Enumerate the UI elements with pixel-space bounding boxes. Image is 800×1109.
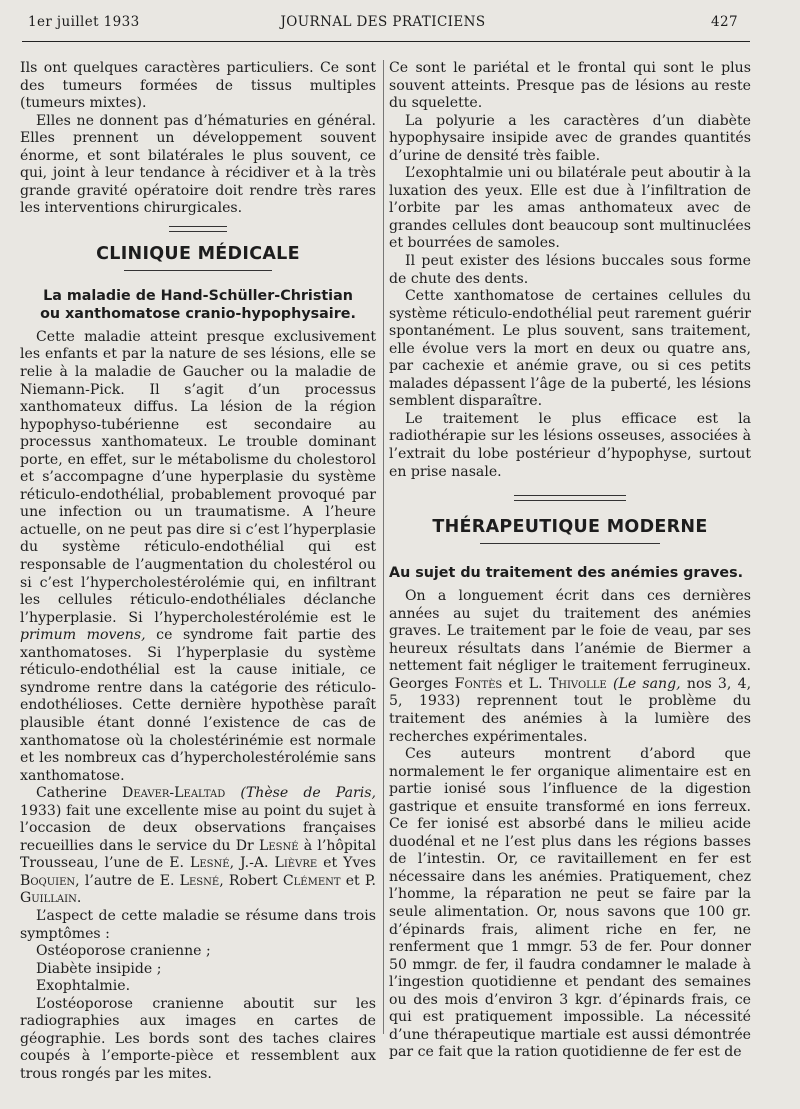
paragraph: La polyurie a les caractères d’un diabète hypophysaire insipide avec de grandes quantités d’urine de densité très faible. [389,112,751,164]
author-name: Lesné, [190,855,235,872]
paragraph: Ce sont le pariétal et le frontal qui sont le plus souvent atteints. Presque pas de lésions au reste du squelette. [389,60,751,112]
column-divider [383,60,384,1034]
author-name: Thivolle [548,675,607,692]
author-name: Lesné [258,837,299,854]
paragraph: Il peut exister des lésions buccales sous forme de chute des dents. [389,253,751,287]
paragraph: Ils ont quelques caractères particuliers. Ce sont des tumeurs formées de tissus multiples (tumeurs mixtes). [20,60,376,112]
header-date: 1er juillet 1933 [28,14,140,30]
author-name: Lesné, [179,872,224,889]
paragraph: On a longuement écrit dans ces dernières années au sujet du traitement des anémies graves. Le traitement par le foie de veau, par ses heureux résultats dans l’anémie de Biermer a nettement fait négliger le traitement ferrugineux. Georges Fontès et L. Thivolle (Le sang, nos 3, 4, 5, 1933) reprennent tout le problème du traitement des anémies à la lumière des recherches expérimentales. [389,588,752,745]
paragraph: Cette maladie atteint presque exclusivement les enfants et par la nature de ses lésions, elle se relie à la maladie de Gaucher ou la maladie de Niemann-Pick. Il s’agit d’un processus xanthomateux diffus. La lésion de la région hypophyso-tubérienne est secondaire au processus xanthomateux. Le trouble dominant porte, en effet, sur le métabolisme du cholestorol et s’accompagne d’une hyperplasie du système réticulo-endothélial, probablement provoqué par une infection ou un traumatisme. A l’heure actuelle, on ne peut pas dire si c’est l’hyperplasie du système réticulo-endothélial qui est responsable de l’augmentation du cholestérol ou si c’est l’hypercholestérolémie qui, en infiltrant les cellules réticulo-endothéliales déclanche l’hyperplasie. Si l’hypercholestérolémie est le primum movens, ce syndrome fait partie des xanthomatoses. Si l’hyperplasie du système réticulo-endothélial est la cause initiale, ce syndrome rentre dans la catégorie des réticulo-endothélioses. Cette dernière hypothèse paraît plausible étant donné l’existence de cas de xanthomatose où la cholestérinémie est normale et les nombreux cas d’hypercholestérolémie sans xanthomatose. [20,328,376,784]
left-column [20,60,376,1083]
author-name: Clément [282,872,341,889]
author-name: Fontès [454,675,503,692]
paragraph: Ces auteurs montrent d’abord que normalement le fer organique alimentaire est en partie ionisé sous l’influence de la digestion gastrique et ensuite transformé en ions ferreux. Ce fer ionisé est absorbé dans le milieu acide duodénal et ne l’est plus dans les régions basses de l’intestin. Or, ce ravitaillement en fer est nécessaire dans les anémies. Pratiquement, chez l’homme, la réparation ne peut se faire par la seule alimentation. Or, nous savons que 100 gr. d’épinards frais, aliment riche en fer, ne renferment que 1 mmgr. 53 de fer. Pour donner 50 mmgr. de fer, il faudra condamner le malade à l’ingestion quotidienne et pendant des semaines ou des mois d’environ 3 kgr. d’épinards frais, ce qui est pratiquement impossible. La nécessité d’une thérapeutique martiale est aussi démontrée par ce fait que la ration quotidienne de fer est de [389,746,751,1061]
paragraph: Le traitement le plus efficace est la radiothérapie sur les lésions osseuses, associées à l’extrait du lobe postérieur d’hypophyse, surtout en prise nasale. [389,410,751,480]
header-rule [22,41,750,42]
article-title-line: La maladie de Hand-Schüller-Christian [43,287,353,304]
section-ornament [169,226,227,232]
section-rule [480,543,660,544]
symptom-item: Diabète insipide ; [36,960,162,977]
section-title-clinique: CLINIQUE MÉDICALE [96,243,300,264]
section-title-therapeutique: THÉRAPEUTIQUE MODERNE [432,517,708,538]
paragraph: Elles ne donnent pas d’hématuries en général. Elles prennent un développement souvent énorme, et sont bilatérales le plus souvent, ce qui, joint à leur tendance à récidiver et à la très grande gravité opératoire doit rendre très rares les interventions chirurgicales. [20,112,376,217]
section-ornament [514,495,626,501]
article-title: Au sujet du traitement des anémies graves. [389,565,744,582]
running-head [28,14,738,36]
author-name: Guillain. [20,890,82,907]
author-name: Boquien, [20,872,80,889]
header-journal-title: JOURNAL DES PRATICIENS [280,14,486,30]
paragraph: L’aspect de cette maladie se résume dans trois symptômes : [20,907,376,942]
right-column [389,60,751,1062]
paragraph: L’exophtalmie uni ou bilatérale peut aboutir à la luxation des yeux. Elle est due à l’infiltration de l’orbite par les amas anthomateux avec de grandes cellules dont beaucoup sont multinuclées et bourrées de samoles. [389,165,751,252]
paragraph: L’ostéoporose cranienne aboutit sur les radiographies aux images en cartes de géographie. Les bords sont des taches claires coupés à l’emporte-pièce et ressemblent aux trous rongés par les mites. [20,995,376,1082]
header-page-number: 427 [711,14,738,30]
symptom-item: Exophtalmie. [36,978,131,995]
symptom-item: Ostéoporose cranienne ; [36,943,211,960]
article-title [20,287,376,323]
author-name: Lièvre [274,855,318,872]
section-rule [124,270,272,271]
paragraph: Catherine Deaver-Lealtad (Thèse de Paris, 1933) fait une excellente mise au point du sujet à l’occasion de deux observations françaises recueillies dans le service du Dr Lesné à l’hôpital Trousseau, l’une de E. Lesné, J.-A. Lièvre et Yves Boquien, l’autre de E. Lesné, Robert Clément et P. Guillain. [20,785,377,907]
paragraph: Cette xanthomatose de certaines cellules du système réticulo-endothélial peut rarement guérir spontanément. Le plus souvent, sans traitement, elle évolue vers la mort en deux ou quatre ans, par cachexie et anémie grave, ou si ces petits malades dépassent l’âge de la puberté, les lésions semblent disparaître. [389,288,751,410]
author-name: Deaver-Lealtad [122,785,226,802]
article-title-line: ou xanthomatose cranio-hypophysaire. [40,305,356,322]
